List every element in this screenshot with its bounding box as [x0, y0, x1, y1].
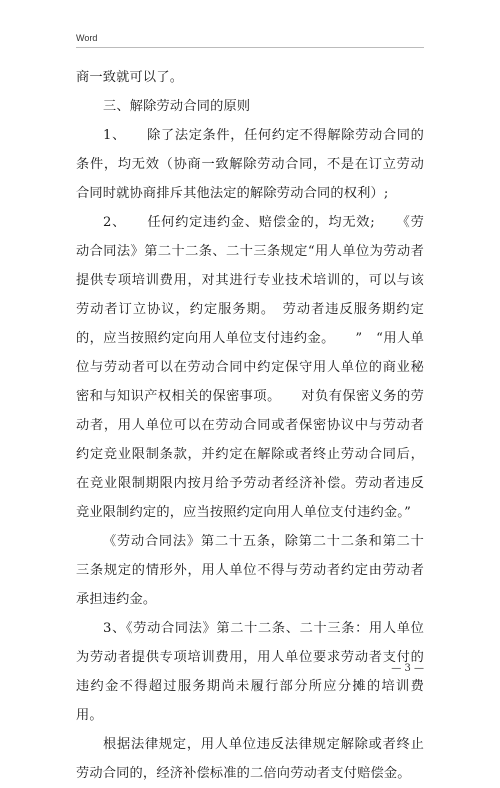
- document-header-label: Word: [76, 33, 98, 43]
- paragraph-item-3: 3、《劳动合同法》第二十二条、二十三条：用人单位为劳动者提供专项培训费用，用人单位要求劳动者支付的违约金不得超过服务期尚未履行部分所应分摊的培训费用。: [76, 621, 424, 723]
- page-number: — 3 —: [391, 663, 424, 674]
- paragraph-item-1: 1、 除了法定条件，任何约定不得解除劳动合同的条件，均无效（协商一致解除劳动合同，不是在订立劳动合同时就协商排斥其他法定的解除劳动合同的权利）;: [76, 128, 424, 201]
- paragraph-item-2: 2、 任何约定违约金、赔偿金的，均无效; 《劳动合同法》第二十二条、二十三条规定“用人单位为劳动者提供专项培训费用，对其进行专业技术培训的，可以与该劳动者订立协议，约定服务期。 劳动者违反服务期约定的，应当按照约定向用人单位支付违约金。 ” “用人单位与劳动者可以在劳动合同中约定保守用人单位的商业秘密和与知识产权相关的保密事项。 对负有保密义务的劳动者，用人单位可以在劳动合同或者保密协议中与劳动者约定竞业限制条款，并约定在解除或者终止劳动合同后，在竞业限制期限内按月给予劳动者经济补偿。劳动者违反竞业限制约定的，应当按照约定向用人单位支付违约金。”: [76, 215, 424, 520]
- paragraph-article-25: 《劳动合同法》第二十五条，除第二十二条和第二十三条规定的情形外，用人单位不得与劳动者约定由劳动者承担违约金。: [76, 534, 424, 607]
- paragraph-compensation: 根据法律规定，用人单位违反法律规定解除或者终止劳动合同的，经济补偿标准的二倍向劳动者支付赔偿金。: [76, 737, 424, 781]
- header-divider: [76, 47, 424, 48]
- section-heading: 三、解除劳动合同的原则: [103, 99, 251, 114]
- paragraph-continuation: 商一致就可以了。: [76, 70, 184, 85]
- document-body: [76, 63, 424, 788]
